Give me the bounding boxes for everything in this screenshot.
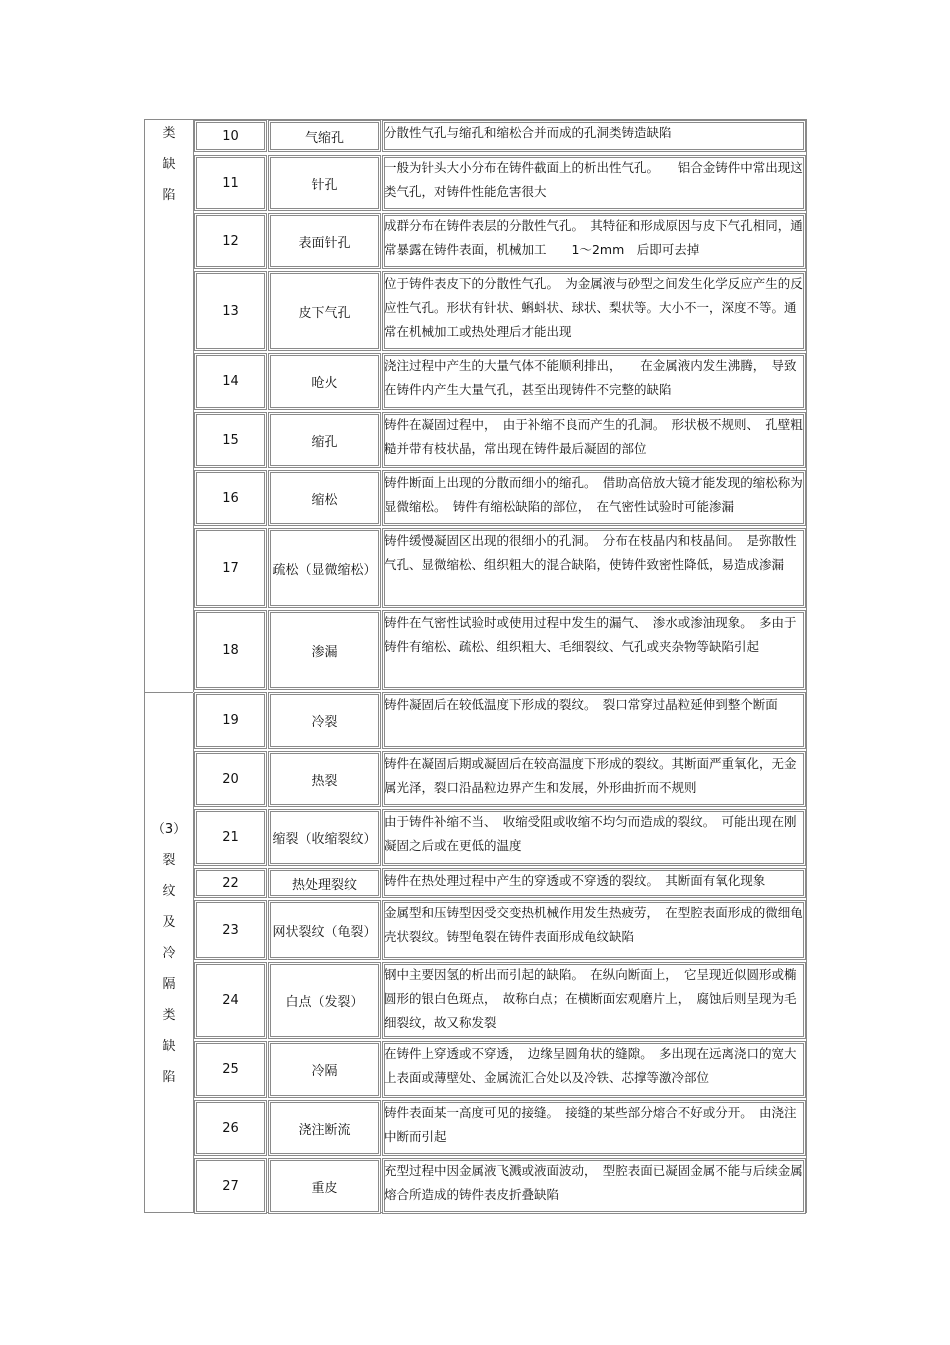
category-text: 缺 (162, 157, 176, 172)
defect-description: 铸件凝固后在较低温度下形成的裂纹。 裂口常穿过晶粒延伸到整个断面 (382, 692, 806, 749)
defect-name: 疏松（显微缩松） (268, 528, 381, 608)
defect-name: 缩松 (268, 470, 381, 526)
row-number: 26 (194, 1100, 267, 1156)
defect-table (144, 119, 807, 1213)
defect-name: 冷裂 (268, 692, 381, 749)
defect-name: 网状裂纹（龟裂） (268, 900, 381, 960)
row-number: 19 (194, 692, 267, 749)
row-number: 13 (194, 271, 267, 351)
defect-name: 热处理裂纹 (268, 868, 381, 898)
category-cell-cracks (145, 693, 194, 1213)
row-number: 11 (194, 155, 267, 211)
category-text: 陷 (162, 188, 176, 203)
defect-description: 钢中主要因氢的析出而引起的缺陷。 在纵向断面上， 它呈现近似圆形或椭圆形的银白色斑点， 故称白点；在横断面宏观磨片上， 腐蚀后则呈现为毛细裂纹，故又称发裂 (382, 962, 806, 1039)
row-number: 24 (194, 962, 267, 1039)
row-number: 15 (194, 412, 267, 468)
defect-description: 浇注过程中产生的大量气体不能顺利排出， 在金属液内发生沸腾， 导致在铸件内产生大量气孔，甚至出现铸件不完整的缺陷 (382, 353, 806, 410)
category-cell-gas-shrinkage (145, 120, 194, 692)
defect-name: 热裂 (268, 751, 381, 807)
defect-description: 铸件缓慢凝固区出现的很细小的孔洞。 分布在枝晶内和枝晶间。 是弥散性气孔、显微缩松、组织粗大的混合缺陷，使铸件致密性降低，易造成渗漏 (382, 528, 806, 608)
defect-description: 充型过程中因金属液飞溅或液面波动， 型腔表面已凝固金属不能与后续金属熔合所造成的铸件表皮折叠缺陷 (382, 1158, 806, 1214)
category-text: 类 (162, 1008, 176, 1023)
defect-description: 在铸件上穿透或不穿透， 边缘呈圆角状的缝隙。 多出现在远离浇口的宽大上表面或薄壁处、金属流汇合处以及冷铁、芯撑等激冷部位 (382, 1041, 806, 1098)
row-number: 17 (194, 528, 267, 608)
row-number: 10 (194, 120, 267, 152)
defect-name: 渗漏 (268, 610, 381, 690)
defect-description: 铸件在凝固过程中， 由于补缩不良而产生的孔洞。 形状极不规则、 孔壁粗糙并带有枝状晶，常出现在铸件最后凝固的部位 (382, 412, 806, 468)
row-number: 23 (194, 900, 267, 960)
category-text: 冷 (162, 946, 176, 961)
defect-description: 金属型和压铸型因受交变热机械作用发生热疲劳， 在型腔表面形成的微细龟壳状裂纹。铸型龟裂在铸件表面形成龟纹缺陷 (382, 900, 806, 960)
defect-name: 重皮 (268, 1158, 381, 1214)
row-number: 12 (194, 213, 267, 269)
category-text: 隔 (162, 977, 176, 992)
defect-description: 由于铸件补缩不当、 收缩受阻或收缩不均匀而造成的裂纹。 可能出现在刚凝固之后或在更低的温度 (382, 809, 806, 866)
row-number: 14 (194, 353, 267, 410)
row-number: 21 (194, 809, 267, 866)
category-text: （3） (151, 822, 187, 837)
defect-name: 缩裂（收缩裂纹） (268, 809, 381, 866)
defect-name: 缩孔 (268, 412, 381, 468)
category-text: 裂 (162, 853, 176, 868)
defect-name: 表面针孔 (268, 213, 381, 269)
defect-name: 白点（发裂） (268, 962, 381, 1039)
category-text: 缺 (162, 1039, 176, 1054)
defect-description: 铸件断面上出现的分散而细小的缩孔。 借助高倍放大镜才能发现的缩松称为显微缩松。 铸件有缩松缺陷的部位， 在气密性试验时可能渗漏 (382, 470, 806, 526)
defect-name: 冷隔 (268, 1041, 381, 1098)
row-number: 27 (194, 1158, 267, 1214)
defect-description: 一般为针头大小分布在铸件截面上的析出性气孔。 铝合金铸件中常出现这类气孔，对铸件性能危害很大 (382, 155, 806, 211)
defect-name: 皮下气孔 (268, 271, 381, 351)
defect-description: 铸件在气密性试验时或使用过程中发生的漏气、 渗水或渗油现象。 多由于铸件有缩松、疏松、组织粗大、毛细裂纹、气孔或夹杂物等缺陷引起 (382, 610, 806, 690)
category-text: 及 (162, 915, 176, 930)
defect-description: 分散性气孔与缩孔和缩松合并而成的孔洞类铸造缺陷 (382, 120, 806, 152)
defect-description: 位于铸件表皮下的分散性气孔。 为金属液与砂型之间发生化学反应产生的反应性气孔。形状有针状、蝌蚪状、球状、梨状等。大小不一，深度不等。通常在机械加工或热处理后才能出现 (382, 271, 806, 351)
defect-description: 成群分布在铸件表层的分散性气孔。 其特征和形成原因与皮下气孔相同，通常暴露在铸件表面，机械加工 1～2mm 后即可去掉 (382, 213, 806, 269)
category-text: 类 (162, 126, 176, 141)
defect-description: 铸件在热处理过程中产生的穿透或不穿透的裂纹。 其断面有氧化现象 (382, 868, 806, 898)
category-text: 纹 (162, 884, 176, 899)
defect-name: 浇注断流 (268, 1100, 381, 1156)
row-number: 18 (194, 610, 267, 690)
row-number: 25 (194, 1041, 267, 1098)
row-number: 16 (194, 470, 267, 526)
row-number: 22 (194, 868, 267, 898)
defect-name: 呛火 (268, 353, 381, 410)
defect-name: 气缩孔 (268, 120, 381, 152)
row-number: 20 (194, 751, 267, 807)
category-text: 陷 (162, 1070, 176, 1085)
defect-name: 针孔 (268, 155, 381, 211)
defect-description: 铸件在凝固后期或凝固后在较高温度下形成的裂纹。其断面严重氧化，无金属光泽，裂口沿晶粒边界产生和发展，外形曲折而不规则 (382, 751, 806, 807)
defect-description: 铸件表面某一高度可见的接缝。 接缝的某些部分熔合不好或分开。 由浇注中断而引起 (382, 1100, 806, 1156)
